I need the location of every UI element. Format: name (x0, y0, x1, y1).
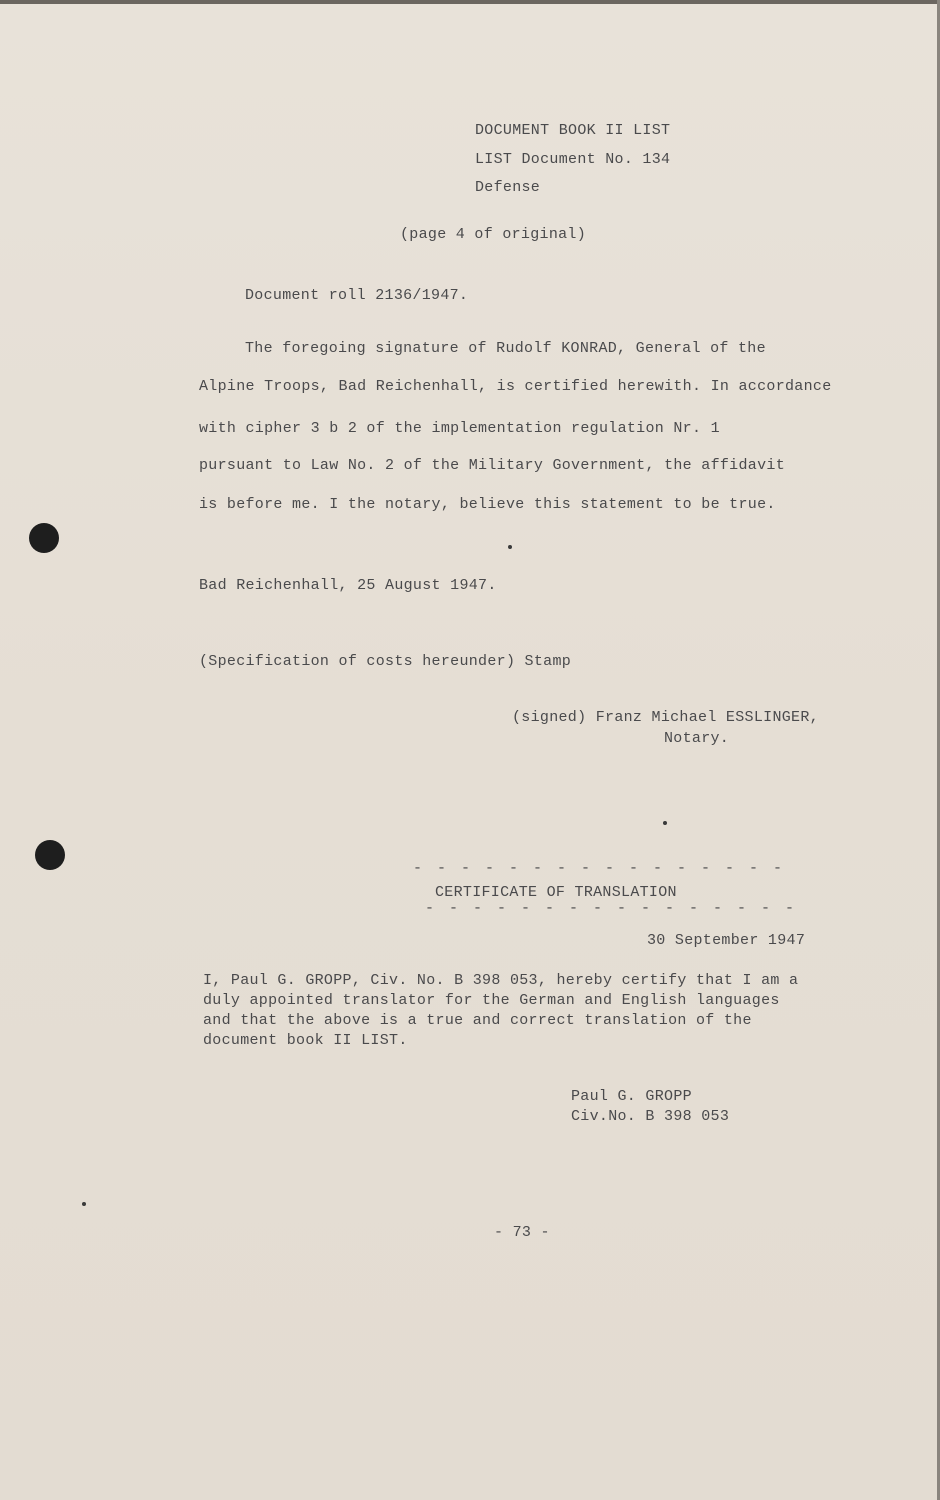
header-line-1: DOCUMENT BOOK II LIST (475, 122, 671, 139)
page-number: - 73 - (494, 1224, 550, 1241)
punch-hole-bottom (35, 840, 65, 870)
certification-line: with cipher 3 b 2 of the implementation regulation Nr. 1 (199, 420, 720, 437)
certificate-title: CERTIFICATE OF TRANSLATION (435, 884, 677, 901)
certificate-body-line: and that the above is a true and correct translation of the (203, 1012, 752, 1029)
divider-dashes-bottom: - - - - - - - - - - - - - - - - (425, 900, 798, 917)
divider-dashes-top: - - - - - - - - - - - - - - - - (413, 860, 786, 877)
paper-speck (508, 545, 512, 549)
certificate-date: 30 September 1947 (647, 932, 806, 949)
translator-civ-number: Civ.No. B 398 053 (571, 1108, 730, 1125)
certification-line: is before me. I the notary, believe this statement to be true. (199, 496, 776, 513)
paper-speck (663, 821, 667, 825)
place-and-date: Bad Reichenhall, 25 August 1947. (199, 577, 497, 594)
signature-title: Notary. (664, 730, 730, 747)
page-reference: (page 4 of original) (400, 226, 587, 243)
punch-hole-top (29, 523, 59, 553)
certificate-body-line: duly appointed translator for the German and English languages (203, 992, 780, 1009)
signature-line: (signed) Franz Michael ESSLINGER, (512, 709, 819, 726)
translator-name: Paul G. GROPP (571, 1088, 692, 1105)
certificate-body-line: document book II LIST. (203, 1032, 408, 1049)
certification-line: The foregoing signature of Rudolf KONRAD, General of the (245, 340, 766, 357)
paper-speck (82, 1202, 86, 1206)
header-line-2: LIST Document No. 134 (475, 151, 671, 168)
certificate-body-line: I, Paul G. GROPP, Civ. No. B 398 053, hereby certify that I am a (203, 972, 799, 989)
certification-line: Alpine Troops, Bad Reichenhall, is certified herewith. In accordance (199, 378, 832, 395)
costs-specification: (Specification of costs hereunder) Stamp (199, 653, 572, 670)
document-roll: Document roll 2136/1947. (245, 287, 469, 304)
header-line-3: Defense (475, 179, 541, 196)
certification-line: pursuant to Law No. 2 of the Military Government, the affidavit (199, 457, 785, 474)
